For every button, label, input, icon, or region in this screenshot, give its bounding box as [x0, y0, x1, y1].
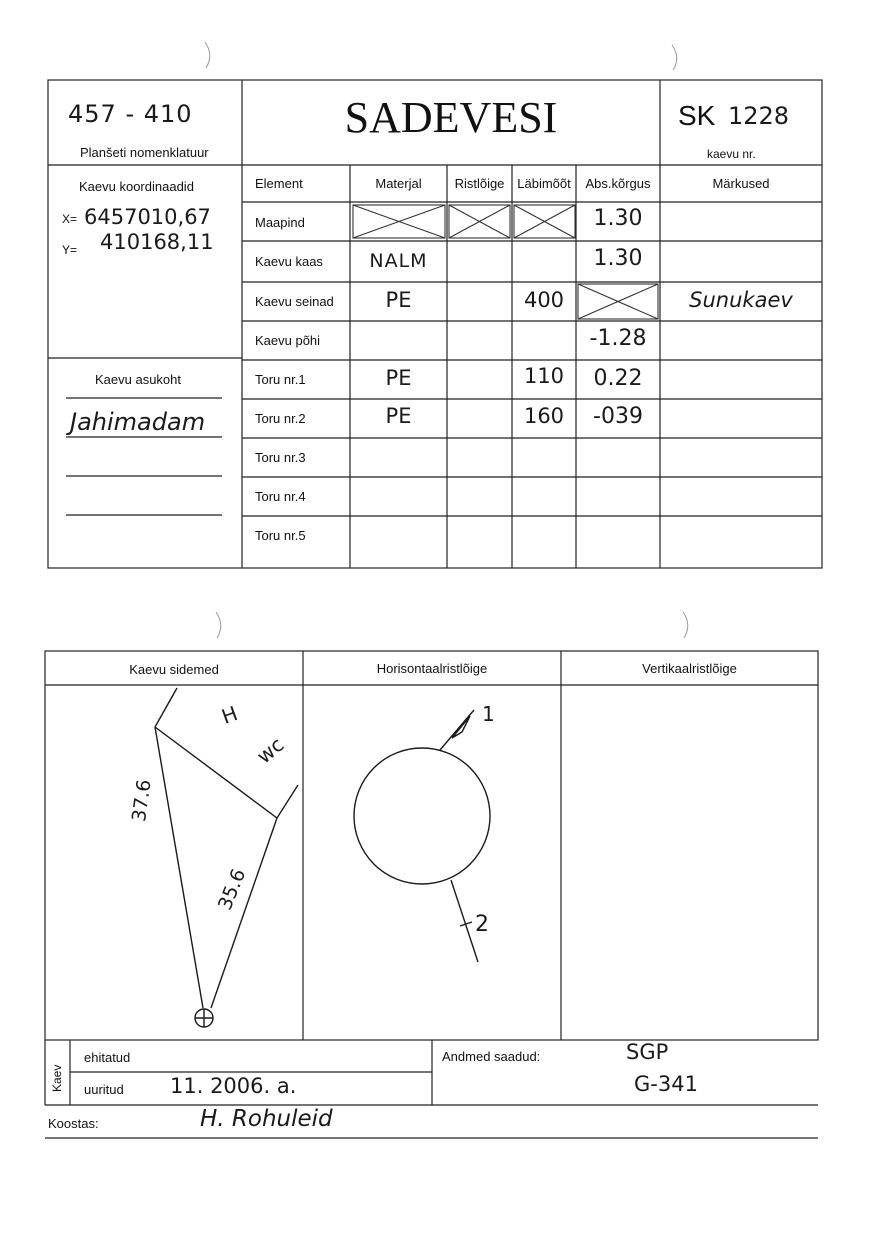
- row-labimoot-value: 110: [523, 364, 565, 388]
- row-markused-value: Sunukaev: [689, 288, 793, 312]
- row-element-label: Maapind: [255, 215, 305, 230]
- well-no-label: kaevu nr.: [707, 147, 756, 161]
- data-source-label: Andmed saadud:: [442, 1049, 541, 1064]
- form-title: SADEVESI: [344, 93, 558, 142]
- row-abs-value: 0.22: [593, 366, 643, 391]
- pipe-1-label: 1: [482, 702, 495, 726]
- well-no-prefix: SK: [678, 100, 716, 131]
- built-label: ehitatud: [84, 1050, 131, 1065]
- dimension-a: 37.6: [128, 778, 156, 824]
- row-materjal-value: PE: [385, 288, 412, 312]
- horizontal-section-header: Horisontaalristlõige: [376, 661, 488, 676]
- row-abs-value: 1.30: [593, 246, 643, 271]
- author-value: H. Rohuleid: [200, 1106, 333, 1132]
- row-element-label: Kaevu põhi: [255, 333, 321, 348]
- row-labimoot-value: 160: [523, 404, 565, 428]
- location-label: Kaevu asukoht: [95, 372, 182, 387]
- nomenclature-label: Planšeti nomenklatuur: [80, 145, 209, 160]
- data-source-value-1: SGP: [626, 1040, 669, 1064]
- building-mark: H: [218, 701, 241, 729]
- author-label: Koostas:: [48, 1116, 99, 1131]
- row-materjal-value: PE: [385, 366, 412, 390]
- row-element-label: Toru nr.3: [255, 450, 306, 465]
- well-side-label: Kaev: [50, 1064, 64, 1092]
- pipe-2-label: 2: [475, 912, 489, 937]
- surveyed-label: uuritud: [84, 1082, 124, 1097]
- y-coord-value: 410168,11: [100, 230, 214, 254]
- horizontal-section: [354, 710, 490, 962]
- row-element-label: Toru nr.5: [255, 528, 306, 543]
- col-header-labimoot: Läbimõõt: [517, 176, 571, 191]
- row-element-label: Toru nr.4: [255, 489, 306, 504]
- y-coord-label: Y=: [62, 243, 78, 257]
- x-coord-value: 6457010,67: [84, 205, 211, 229]
- coordinates-label: Kaevu koordinaadid: [79, 179, 194, 194]
- location-value: Jahimadam: [70, 408, 206, 436]
- row-materjal-value: NALM: [369, 250, 428, 272]
- col-header-abs: Abs.kõrgus: [585, 176, 651, 191]
- col-header-element: Element: [255, 176, 303, 191]
- x-coord-label: X=: [62, 212, 78, 226]
- vertical-section-header: Vertikaalristlõige: [642, 661, 737, 676]
- nomenclature-value: 457 - 410: [68, 100, 193, 128]
- surveyed-value: 11. 2006. a.: [170, 1074, 297, 1098]
- row-materjal-value: PE: [385, 404, 412, 428]
- row-element-label: Toru nr.2: [255, 411, 306, 426]
- row-abs-value: 1.30: [593, 206, 643, 231]
- data-source-value-2: G-341: [634, 1072, 698, 1096]
- dimension-b: 35.6: [214, 865, 251, 914]
- col-header-materjal: Materjal: [375, 176, 422, 191]
- col-header-ristloige: Ristlõige: [454, 176, 505, 191]
- building-label: wc: [252, 732, 289, 769]
- ties-header: Kaevu sidemed: [129, 662, 219, 677]
- row-labimoot-value: 400: [523, 288, 565, 312]
- col-header-markused: Märkused: [712, 176, 770, 191]
- well-no-value: 1228: [728, 102, 790, 130]
- row-abs-value: -1.28: [589, 326, 647, 351]
- row-element-label: Kaevu kaas: [255, 254, 323, 269]
- row-element-label: Kaevu seinad: [255, 294, 334, 309]
- row-abs-value: -039: [593, 404, 643, 429]
- row-element-label: Toru nr.1: [255, 372, 306, 387]
